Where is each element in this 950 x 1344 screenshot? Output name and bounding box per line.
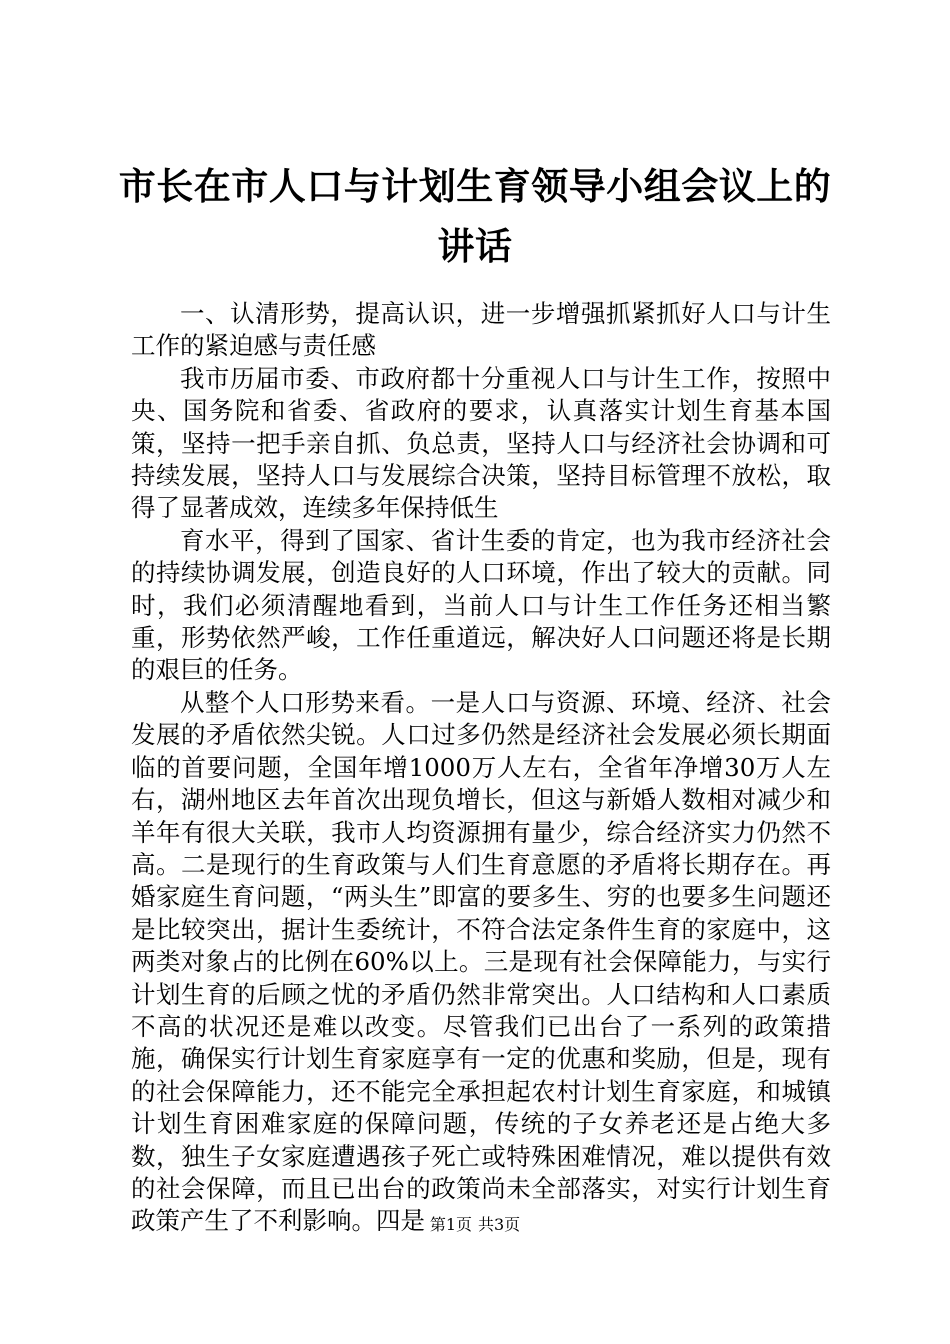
paragraph: 育水平，得到了国家、省计生委的肯定，也为我市经济社会的持续协调发展，创造良好的人口环境，作出了较大的贡献。同时，我们必须清醒地看到，当前人口与计生工作任务还相当繁重，形势依然严峻，工作任重道远，解决好人口问题还将是长期的艰巨的任务。 xyxy=(131,525,831,685)
paragraph: 我市历届市委、市政府都十分重视人口与计生工作，按照中央、国务院和省委、省政府的要求，认真落实计划生育基本国策，坚持一把手亲自抓、负总责，坚持人口与经济社会协调和可持续发展，坚持人口与发展综合决策，坚持目标管理不放松，取得了显著成效，连续多年保持低生 xyxy=(131,363,831,523)
page-title: 市长在市人口与计划生育领导小组会议上的讲话 xyxy=(118,164,832,268)
document-body xyxy=(131,298,831,1238)
page-number: 第1页 xyxy=(429,1215,472,1234)
page-footer xyxy=(0,1215,950,1235)
paragraph-heading: 一、认清形势，提高认识，进一步增强抓紧抓好人口与计生工作的紧迫感与责任感 xyxy=(131,299,831,361)
paragraph: 从整个人口形势来看。一是人口与资源、环境、经济、社会发展的矛盾依然尖锐。人口过多仍然是经济社会发展必须长期面临的首要问题，全国年增1000万人左右，全省年净增30万人左右，湖州地区去年首次出现负增长，但这与新婚人数相对减少和羊年有很大关联，我市人均资源拥有量少，综合经济实力仍然不高。二是现行的生育政策与人们生育意愿的矛盾将长期存在。再婚家庭生育问题，“两头生”即富的要多生、穷的也要多生问题还是比较突出，据计生委统计，不符合法定条件生育的家庭中，这两类对象占的比例在60%以上。三是现有社会保障能力，与实行计划生育的后顾之忧的矛盾仍然非常突出。人口结构和人口素质不高的状况还是难以改变。尽管我们已出台了一系列的政策措施，确保实行计划生育家庭享有一定的优惠和奖励，但是，现有的社会保障能力，还不能完全承担起农村计划生育家庭，和城镇计划生育困难家庭的保障问题，传统的子女养老还是占绝大多数，独生子女家庭遭遇孩子死亡或特殊困难情况，难以提供有效的社会保障，而且已出台的政策尚未全部落实，对实行计划生育政策产生了不利影响。四是 xyxy=(131,687,831,1236)
page-total: 共3页 xyxy=(478,1215,521,1234)
